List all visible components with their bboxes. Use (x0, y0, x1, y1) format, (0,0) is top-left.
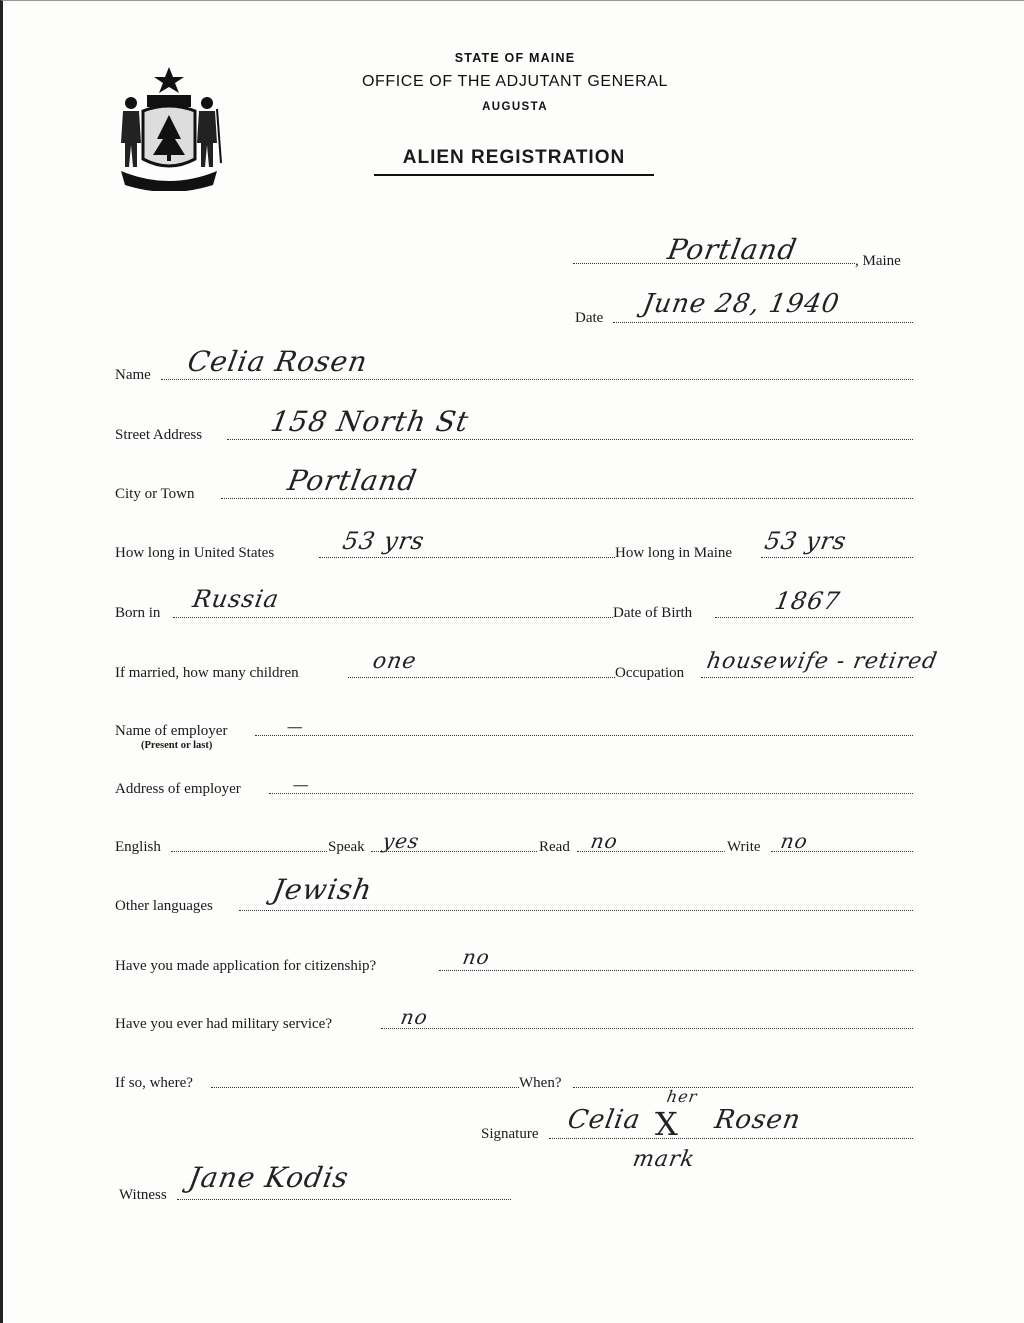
seal-banner-text: MAINE (149, 170, 187, 181)
english-label: English (115, 839, 161, 855)
read-value[interactable]: no (588, 829, 621, 853)
form-title: ALIEN REGISTRATION (374, 147, 654, 176)
dob-line (715, 617, 913, 618)
other-languages-label: Other languages (115, 898, 213, 914)
born-value[interactable]: Russia (190, 585, 282, 613)
me-duration-line (761, 557, 913, 558)
where-label: If so, where? (115, 1075, 193, 1091)
place-suffix: , Maine (855, 253, 901, 269)
witness-line (177, 1199, 511, 1200)
children-label: If married, how many children (115, 665, 299, 681)
english-line (171, 851, 327, 852)
occupation-value[interactable]: housewife - retired (704, 649, 940, 674)
signature-mark-x[interactable]: X (655, 1105, 679, 1143)
other-languages-value[interactable]: Jewish (270, 873, 376, 906)
military-value[interactable]: no (398, 1005, 431, 1029)
city-line (221, 498, 913, 499)
me-duration-label: How long in Maine (615, 545, 733, 561)
occupation-label: Occupation (615, 665, 685, 681)
me-duration-value[interactable]: 53 yrs (762, 527, 849, 555)
dob-value[interactable]: 1867 (772, 587, 843, 615)
employer-line (255, 735, 913, 736)
place-value[interactable]: Portland (665, 233, 800, 266)
header-city: AUGUSTA (482, 101, 548, 113)
speak-label: Speak (328, 839, 365, 855)
street-line (227, 439, 913, 440)
date-line (613, 322, 913, 323)
witness-label: Witness (119, 1187, 167, 1203)
other-languages-line (239, 910, 913, 911)
date-value[interactable]: June 28, 1940 (640, 289, 843, 319)
signature-name-left[interactable]: Celia (565, 1105, 644, 1135)
signature-her: her (665, 1087, 700, 1106)
military-line (381, 1028, 913, 1029)
signature-line (549, 1138, 913, 1139)
name-line (161, 379, 913, 380)
children-value[interactable]: one (370, 649, 419, 674)
read-label: Read (539, 839, 570, 855)
children-line (348, 677, 615, 678)
street-label: Street Address (115, 427, 203, 443)
employer-label: Name of employer (115, 723, 228, 739)
header-office: OFFICE OF THE ADJUTANT GENERAL (361, 73, 669, 90)
employer-sublabel: (Present or last) (141, 740, 213, 751)
signature-label: Signature (481, 1126, 539, 1142)
speak-value[interactable]: yes (380, 829, 422, 853)
header-state: STATE OF MAINE (454, 51, 576, 65)
citizenship-label: Have you made application for citizenship? (115, 958, 377, 974)
when-label: When? (519, 1075, 562, 1091)
citizenship-value[interactable]: no (460, 945, 493, 969)
us-duration-label: How long in United States (115, 545, 275, 561)
us-duration-line (319, 557, 615, 558)
employer-address-value[interactable]: — (291, 775, 312, 794)
signature-name-right[interactable]: Rosen (712, 1105, 804, 1135)
born-label: Born in (115, 605, 161, 621)
city-label: City or Town (115, 486, 195, 502)
name-label: Name (115, 367, 151, 383)
citizenship-line (439, 970, 913, 971)
where-line (211, 1087, 519, 1088)
occupation-line (701, 677, 913, 678)
name-value[interactable]: Celia Rosen (185, 345, 371, 378)
dob-label: Date of Birth (613, 605, 693, 621)
signature-mark-word: mark (630, 1147, 698, 1172)
witness-value[interactable]: Jane Kodis (186, 1161, 352, 1194)
city-value[interactable]: Portland (285, 464, 420, 497)
employer-value[interactable]: — (285, 717, 306, 736)
us-duration-value[interactable]: 53 yrs (340, 527, 427, 555)
when-line (573, 1087, 913, 1088)
employer-address-line (269, 793, 913, 794)
write-label: Write (727, 839, 761, 855)
date-label: Date (575, 310, 604, 326)
employer-address-label: Address of employer (115, 781, 241, 797)
military-label: Have you ever had military service? (115, 1016, 332, 1032)
born-line (173, 617, 613, 618)
street-value[interactable]: 158 North St (268, 405, 472, 438)
write-value[interactable]: no (778, 829, 811, 853)
